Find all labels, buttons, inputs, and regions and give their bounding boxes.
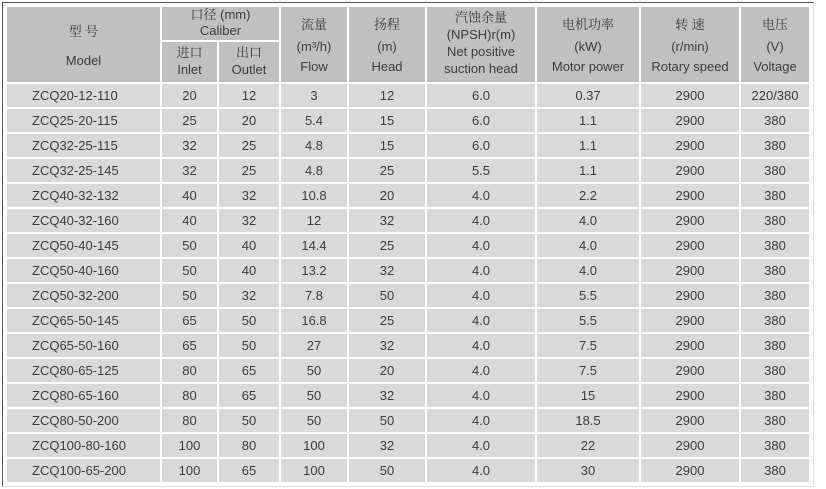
- cell-inlet: 32: [162, 134, 217, 157]
- cell-power: 30: [537, 459, 639, 482]
- header-speed-unit: (r/min): [671, 38, 709, 54]
- header-flow: [281, 7, 347, 82]
- cell-inlet: 25: [162, 109, 217, 132]
- cell-power: 22: [537, 434, 639, 457]
- cell-head: 12: [349, 84, 425, 107]
- cell-outlet: 20: [219, 109, 279, 132]
- cell-inlet: 50: [162, 234, 217, 257]
- header-inlet-zh: 进口: [176, 45, 203, 61]
- header-npsh-en2: suction head: [444, 61, 518, 77]
- cell-speed: 2900: [641, 134, 739, 157]
- cell-power: 1.1: [537, 109, 639, 132]
- cell-model: ZCQ50-40-145: [7, 234, 160, 257]
- header-flow-unit: (m³/h): [296, 38, 332, 54]
- cell-voltage: 380: [741, 109, 809, 132]
- header-npsh-en1: Net positive: [447, 44, 515, 60]
- cell-head: 25: [349, 234, 425, 257]
- cell-power: 1.1: [537, 134, 639, 157]
- header-voltage-unit: (V): [766, 38, 784, 54]
- cell-outlet: 32: [219, 184, 279, 207]
- cell-voltage: 380: [741, 134, 809, 157]
- header-head: [349, 7, 425, 82]
- table-row: [7, 134, 809, 157]
- table-row: [7, 259, 809, 282]
- cell-power: 7.5: [537, 359, 639, 382]
- cell-flow: 13.2: [281, 259, 347, 282]
- cell-head: 50: [349, 284, 425, 307]
- cell-power: 4.0: [537, 259, 639, 282]
- cell-outlet: 80: [219, 434, 279, 457]
- cell-model: ZCQ100-65-200: [7, 459, 160, 482]
- cell-speed: 2900: [641, 459, 739, 482]
- cell-outlet: 65: [219, 459, 279, 482]
- cell-outlet: 65: [219, 384, 279, 407]
- table-header: [7, 7, 809, 82]
- cell-npsh: 4.0: [427, 434, 535, 457]
- cell-power: 4.0: [537, 234, 639, 257]
- cell-head: 32: [349, 384, 425, 407]
- cell-power: 1.1: [537, 159, 639, 182]
- cell-flow: 10.8: [281, 184, 347, 207]
- cell-model: ZCQ100-80-160: [7, 434, 160, 457]
- cell-inlet: 80: [162, 359, 217, 382]
- cell-outlet: 32: [219, 209, 279, 232]
- cell-outlet: 40: [219, 234, 279, 257]
- header-power: [537, 7, 639, 82]
- cell-flow: 3: [281, 84, 347, 107]
- header-model: [7, 7, 160, 82]
- cell-model: ZCQ20-12-110: [7, 84, 160, 107]
- cell-voltage: 220/380: [741, 84, 809, 107]
- cell-inlet: 50: [162, 259, 217, 282]
- cell-outlet: 12: [219, 84, 279, 107]
- cell-head: 32: [349, 259, 425, 282]
- cell-model: ZCQ65-50-160: [7, 334, 160, 357]
- cell-model: ZCQ32-25-145: [7, 159, 160, 182]
- cell-head: 15: [349, 134, 425, 157]
- cell-voltage: 380: [741, 184, 809, 207]
- cell-speed: 2900: [641, 409, 739, 432]
- cell-voltage: 380: [741, 159, 809, 182]
- header-power-zh: 电机功率: [561, 17, 614, 33]
- table-row: [7, 209, 809, 232]
- table-row: [7, 234, 809, 257]
- cell-head: 32: [349, 334, 425, 357]
- header-caliber-en: Caliber: [199, 23, 242, 39]
- cell-power: 5.5: [537, 309, 639, 332]
- cell-flow: 4.8: [281, 134, 347, 157]
- cell-head: 25: [349, 309, 425, 332]
- cell-speed: 2900: [641, 284, 739, 307]
- cell-inlet: 65: [162, 334, 217, 357]
- cell-flow: 100: [281, 434, 347, 457]
- header-outlet-zh: 出口: [235, 45, 262, 61]
- table-row: [7, 409, 809, 432]
- header-model-zh: 型 号: [68, 23, 99, 39]
- header-npsh-zh: 汽蚀余量: [454, 10, 507, 26]
- cell-npsh: 4.0: [427, 259, 535, 282]
- cell-power: 15: [537, 384, 639, 407]
- cell-npsh: 4.0: [427, 359, 535, 382]
- cell-npsh: 4.0: [427, 209, 535, 232]
- cell-inlet: 80: [162, 384, 217, 407]
- cell-power: 2.2: [537, 184, 639, 207]
- header-speed-zh: 转 速: [675, 17, 705, 33]
- cell-flow: 50: [281, 409, 347, 432]
- cell-npsh: 6.0: [427, 134, 535, 157]
- cell-voltage: 380: [741, 434, 809, 457]
- cell-model: ZCQ50-40-160: [7, 259, 160, 282]
- cell-speed: 2900: [641, 84, 739, 107]
- cell-speed: 2900: [641, 209, 739, 232]
- table-row: [7, 309, 809, 332]
- cell-head: 50: [349, 459, 425, 482]
- cell-model: ZCQ40-32-132: [7, 184, 160, 207]
- cell-model: ZCQ80-65-125: [7, 359, 160, 382]
- header-inlet: [162, 42, 217, 82]
- cell-flow: 50: [281, 384, 347, 407]
- header-caliber-zh: 口径 (mm): [190, 7, 251, 22]
- cell-head: 25: [349, 159, 425, 182]
- cell-inlet: 65: [162, 309, 217, 332]
- cell-flow: 4.8: [281, 159, 347, 182]
- cell-voltage: 380: [741, 384, 809, 407]
- cell-npsh: 4.0: [427, 184, 535, 207]
- cell-speed: 2900: [641, 184, 739, 207]
- header-voltage-en: Voltage: [753, 59, 797, 75]
- header-power-unit: (kW): [574, 38, 602, 54]
- cell-outlet: 40: [219, 259, 279, 282]
- cell-flow: 14.4: [281, 234, 347, 257]
- cell-outlet: 65: [219, 359, 279, 382]
- cell-npsh: 4.0: [427, 234, 535, 257]
- cell-head: 32: [349, 209, 425, 232]
- cell-speed: 2900: [641, 234, 739, 257]
- cell-voltage: 380: [741, 359, 809, 382]
- cell-head: 32: [349, 434, 425, 457]
- header-model-en: Model: [65, 52, 102, 68]
- cell-head: 20: [349, 184, 425, 207]
- cell-outlet: 50: [219, 334, 279, 357]
- cell-npsh: 4.0: [427, 409, 535, 432]
- cell-inlet: 80: [162, 409, 217, 432]
- cell-model: ZCQ40-32-160: [7, 209, 160, 232]
- cell-outlet: 25: [219, 159, 279, 182]
- cell-power: 5.5: [537, 284, 639, 307]
- cell-inlet: 100: [162, 434, 217, 457]
- cell-flow: 27: [281, 334, 347, 357]
- cell-model: ZCQ32-25-115: [7, 134, 160, 157]
- cell-speed: 2900: [641, 309, 739, 332]
- spec-table-body: [7, 84, 809, 482]
- table-row: [7, 184, 809, 207]
- cell-voltage: 380: [741, 334, 809, 357]
- header-npsh: [427, 7, 535, 82]
- cell-power: 18.5: [537, 409, 639, 432]
- cell-head: 50: [349, 409, 425, 432]
- table-row: [7, 284, 809, 307]
- cell-voltage: 380: [741, 459, 809, 482]
- cell-speed: 2900: [641, 259, 739, 282]
- header-power-en: Motor power: [551, 59, 625, 75]
- cell-flow: 100: [281, 459, 347, 482]
- header-voltage: [741, 7, 809, 82]
- table-row: [7, 159, 809, 182]
- cell-npsh: 5.5: [427, 159, 535, 182]
- header-head-en: Head: [371, 59, 403, 75]
- cell-flow: 16.8: [281, 309, 347, 332]
- cell-power: 7.5: [537, 334, 639, 357]
- cell-model: ZCQ50-32-200: [7, 284, 160, 307]
- cell-head: 15: [349, 109, 425, 132]
- header-voltage-zh: 电压: [761, 17, 788, 33]
- header-head-zh: 扬程: [373, 17, 400, 33]
- cell-inlet: 40: [162, 184, 217, 207]
- cell-npsh: 6.0: [427, 84, 535, 107]
- table-row: [7, 334, 809, 357]
- cell-npsh: 4.0: [427, 384, 535, 407]
- table-row: [7, 84, 809, 107]
- cell-voltage: 380: [741, 259, 809, 282]
- cell-npsh: 4.0: [427, 459, 535, 482]
- header-head-unit: (m): [377, 38, 397, 54]
- cell-head: 20: [349, 359, 425, 382]
- table-row: [7, 359, 809, 382]
- cell-voltage: 380: [741, 284, 809, 307]
- header-caliber: [162, 7, 279, 40]
- cell-voltage: 380: [741, 409, 809, 432]
- cell-outlet: 25: [219, 134, 279, 157]
- cell-speed: 2900: [641, 159, 739, 182]
- table-row: [7, 434, 809, 457]
- cell-inlet: 20: [162, 84, 217, 107]
- cell-outlet: 50: [219, 309, 279, 332]
- cell-voltage: 380: [741, 309, 809, 332]
- header-outlet: [219, 42, 279, 82]
- cell-voltage: 380: [741, 209, 809, 232]
- header-flow-en: Flow: [300, 59, 328, 75]
- cell-npsh: 4.0: [427, 334, 535, 357]
- cell-speed: 2900: [641, 334, 739, 357]
- cell-npsh: 4.0: [427, 284, 535, 307]
- cell-outlet: 32: [219, 284, 279, 307]
- cell-npsh: 6.0: [427, 109, 535, 132]
- cell-inlet: 32: [162, 159, 217, 182]
- cell-speed: 2900: [641, 434, 739, 457]
- cell-inlet: 100: [162, 459, 217, 482]
- header-speed-en: Rotary speed: [651, 59, 729, 75]
- cell-model: ZCQ65-50-145: [7, 309, 160, 332]
- cell-inlet: 40: [162, 209, 217, 232]
- cell-npsh: 4.0: [427, 309, 535, 332]
- table-row: [7, 459, 809, 482]
- cell-outlet: 50: [219, 409, 279, 432]
- table-row: [7, 109, 809, 132]
- cell-model: ZCQ25-20-115: [7, 109, 160, 132]
- cell-power: 0.37: [537, 84, 639, 107]
- cell-model: ZCQ80-50-200: [7, 409, 160, 432]
- pump-spec-table: [2, 2, 814, 487]
- cell-inlet: 50: [162, 284, 217, 307]
- cell-flow: 50: [281, 359, 347, 382]
- cell-speed: 2900: [641, 109, 739, 132]
- header-flow-zh: 流量: [300, 17, 327, 33]
- table-row: [7, 384, 809, 407]
- header-npsh-unit: (NPSH)r(m): [446, 27, 516, 43]
- cell-voltage: 380: [741, 234, 809, 257]
- cell-speed: 2900: [641, 384, 739, 407]
- header-outlet-en: Outlet: [231, 61, 267, 77]
- header-speed: [641, 7, 739, 82]
- cell-flow: 7.8: [281, 284, 347, 307]
- header-inlet-en: Inlet: [177, 61, 202, 77]
- cell-flow: 12: [281, 209, 347, 232]
- cell-power: 4.0: [537, 209, 639, 232]
- cell-flow: 5.4: [281, 109, 347, 132]
- cell-speed: 2900: [641, 359, 739, 382]
- cell-model: ZCQ80-65-160: [7, 384, 160, 407]
